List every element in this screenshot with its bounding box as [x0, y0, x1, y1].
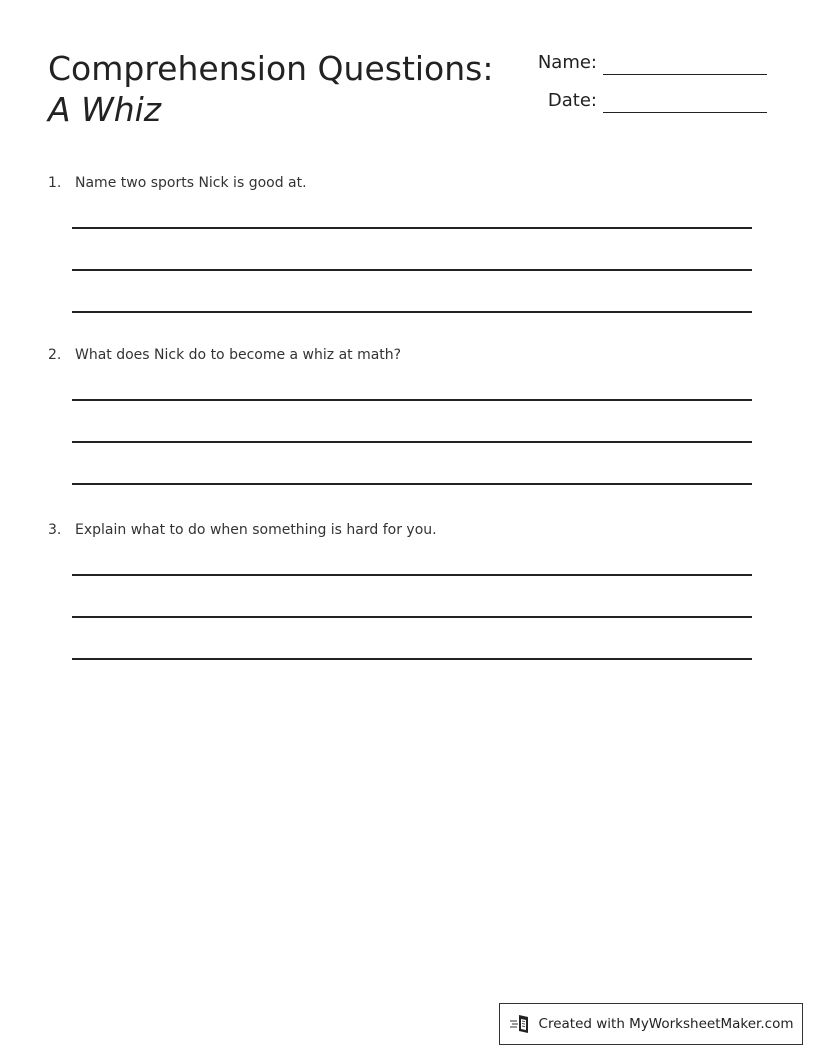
- date-blank-line[interactable]: [603, 90, 767, 113]
- answer-line[interactable]: [72, 227, 752, 229]
- question-1-text: Name two sports Nick is good at.: [75, 175, 307, 191]
- question-3-number: 3.: [48, 522, 62, 538]
- question-3-text: Explain what to do when something is hard for you.: [75, 522, 437, 538]
- question-1-number: 1.: [48, 175, 62, 191]
- question-1-answer-area: [72, 227, 752, 313]
- question-3-answer-area: [72, 574, 752, 660]
- answer-line[interactable]: [72, 658, 752, 660]
- question-2-number: 2.: [48, 347, 62, 363]
- answer-line[interactable]: [72, 269, 752, 271]
- date-field-row: [548, 90, 767, 112]
- question-1: [48, 174, 752, 313]
- question-3-prompt: [48, 521, 752, 539]
- answer-line[interactable]: [72, 574, 752, 576]
- answer-line[interactable]: [72, 483, 752, 485]
- answer-line[interactable]: [72, 311, 752, 313]
- created-with-badge[interactable]: [499, 1003, 803, 1045]
- answer-line[interactable]: [72, 441, 752, 443]
- worksheet-title: [48, 48, 498, 130]
- question-2-answer-area: [72, 399, 752, 485]
- question-2: [48, 346, 752, 485]
- question-3: [48, 521, 752, 660]
- question-1-prompt: [48, 174, 752, 192]
- answer-line[interactable]: [72, 399, 752, 401]
- answer-line[interactable]: [72, 616, 752, 618]
- date-label: Date:: [547, 90, 597, 111]
- footer-text: Created with MyWorksheetMaker.com: [538, 1016, 794, 1032]
- name-label: Name:: [537, 52, 597, 73]
- title-story: A Whiz: [48, 90, 162, 129]
- title-main: Comprehension Questions:: [48, 49, 494, 88]
- question-2-prompt: [48, 346, 752, 364]
- question-2-text: What does Nick do to become a whiz at math?: [75, 347, 402, 363]
- worksheet-maker-logo-icon: [509, 1013, 533, 1035]
- name-field-row: [538, 52, 767, 74]
- name-blank-line[interactable]: [603, 52, 767, 75]
